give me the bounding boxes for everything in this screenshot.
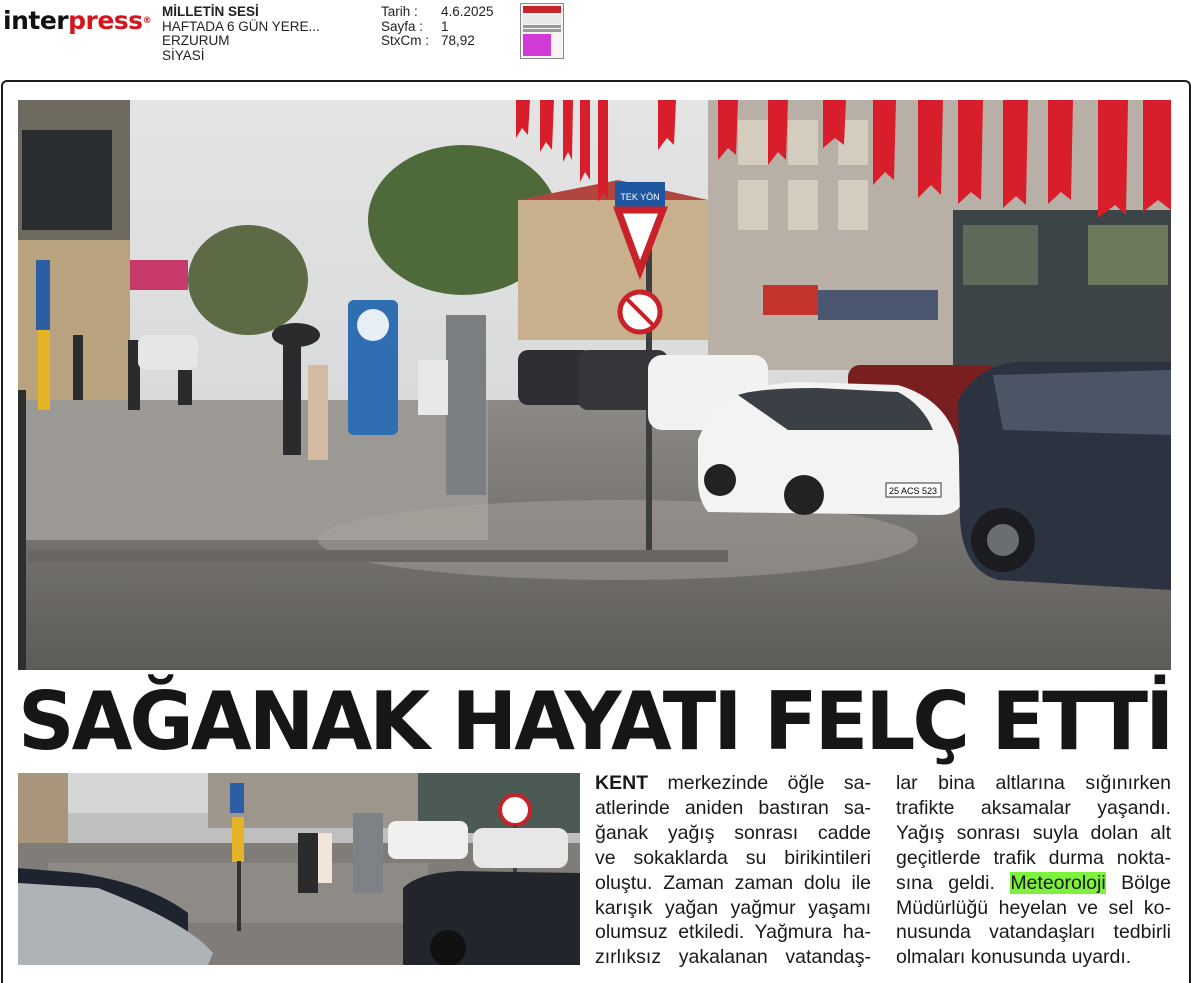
page-thumbnail[interactable] <box>520 3 564 59</box>
section-headline: HAFTADA 6 GÜN YERE... <box>162 18 320 34</box>
rainy-street-photo <box>18 100 1171 670</box>
text-line: Müdürlüğü heyelan ve sel ko- <box>896 896 1171 919</box>
meta-row-date <box>381 5 494 20</box>
thumb-highlight-box <box>523 34 551 56</box>
text-line: lar bina altlarına sığınırken <box>896 772 1171 794</box>
text-line: olumsuz etkiledi. Yağmura ha- <box>595 921 871 944</box>
logo-text-left: inter <box>3 6 69 35</box>
secondary-photo <box>18 773 580 965</box>
text-fragment: merkezinde öğle sa- <box>648 772 871 794</box>
registered-mark: ® <box>142 16 152 26</box>
meta-label: Sayfa : <box>381 18 424 34</box>
city: ERZURUM <box>162 33 230 48</box>
article-body-column-1 <box>595 771 871 970</box>
text-line: geçitlerde trafik durma nokta- <box>896 846 1171 869</box>
text-line: atlerinde aniden bastıran sa- <box>595 796 871 819</box>
text-line: trafikte aksamalar yaşandı. <box>896 796 1171 819</box>
meta-label: StxCm : <box>381 33 430 48</box>
flooded-street-photo <box>18 773 580 965</box>
meta-row-size <box>381 34 494 49</box>
main-photo <box>18 100 1171 670</box>
text-line: ve sokaklarda su birikintileri <box>595 846 871 869</box>
text-line <box>896 871 1171 896</box>
one-way-sign-text: TEK YÖN <box>620 192 660 202</box>
meta-value: 4.6.2025 <box>441 4 494 19</box>
text-line: zırlıksız yakalanan vatandaş- <box>595 946 871 969</box>
interpress-logo <box>3 6 151 36</box>
meta-value: 78,92 <box>441 33 475 48</box>
text-line: Yağış sonrası suyla dolan alt <box>896 821 1171 844</box>
text-line: oluştu. Zaman zaman dolu ile <box>595 871 871 894</box>
text-line: olmaları konusunda uyardı. <box>896 946 1132 969</box>
text-fragment: Bölge <box>1105 871 1171 894</box>
clipping-meta <box>381 5 494 49</box>
thumb-masthead <box>523 6 561 13</box>
thumb-text <box>523 29 561 32</box>
category: SİYASİ <box>162 47 205 63</box>
text-line: ğanak yağış sonrası cadde <box>595 821 871 844</box>
text-line <box>595 771 871 796</box>
white-car <box>698 382 963 515</box>
dark-suv <box>958 362 1171 590</box>
article-headline: SAĞANAK HAYATI FELÇ ETTİ <box>18 675 1172 768</box>
thumb-headline <box>523 15 561 24</box>
article-body-column-2 <box>896 771 1171 970</box>
highlighted-keyword: Meteoroloji <box>1010 871 1106 894</box>
text-line: karışık yağan yağmur yaşamı <box>595 896 871 919</box>
thumb-text <box>523 25 561 28</box>
publication-info <box>162 5 320 63</box>
meta-row-page <box>381 20 494 35</box>
publication-name: MİLLETİN SESİ <box>162 4 259 19</box>
license-plate: 25 ACS 523 <box>888 486 938 496</box>
text-fragment: sına geldi. <box>896 871 1011 894</box>
meta-label: Tarih : <box>381 4 418 19</box>
logo-text-right: press <box>68 6 143 35</box>
lead-word: KENT <box>595 772 649 794</box>
text-line: nusunda vatandaşları tedbirli <box>896 921 1171 944</box>
meta-value: 1 <box>441 18 449 34</box>
